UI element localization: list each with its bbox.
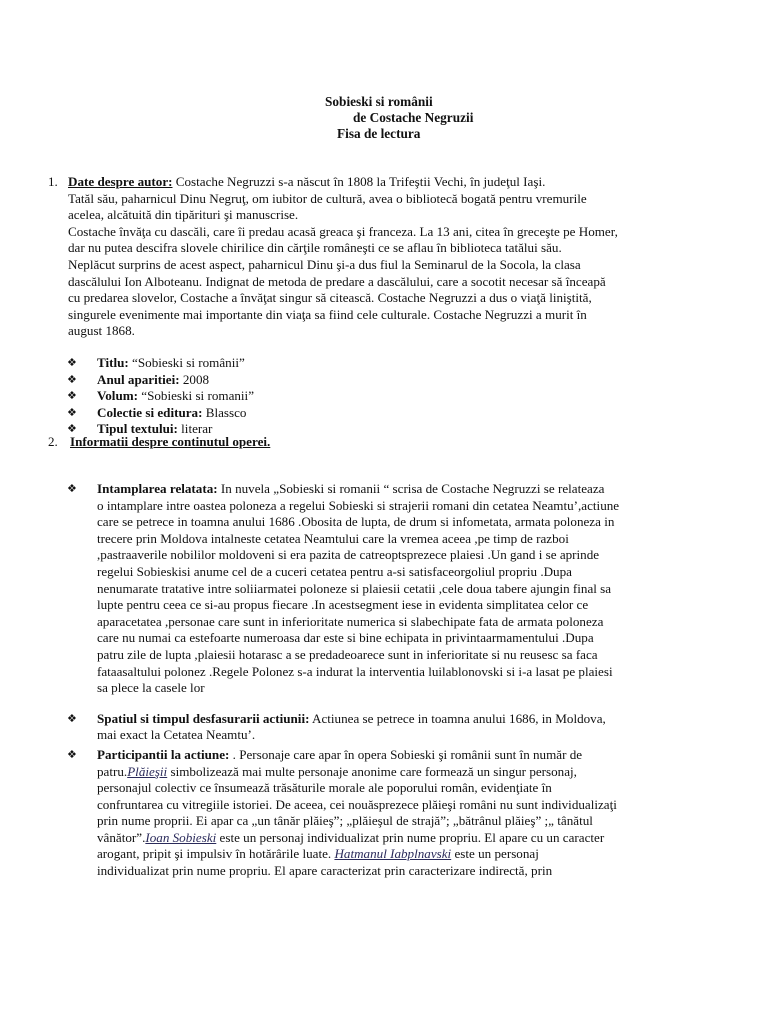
item-value: literar bbox=[177, 421, 213, 437]
section-number: 2. bbox=[48, 434, 58, 449]
item-value: Blassco bbox=[202, 404, 247, 420]
bibliography-list bbox=[67, 355, 707, 438]
paragraph-line: Actiunea se petrece in toamna anului 1686, in Moldova, bbox=[309, 710, 606, 726]
diamond-bullet-icon: ❖ bbox=[67, 372, 77, 386]
paragraph-line: Costache Negruzzi s-a născut în 1808 la Trifeştii Vechi, în judeţul Iaşi. bbox=[172, 174, 546, 189]
text-segment: simbolizează mai multe personaje anonime care formează un singur personaj, bbox=[167, 763, 577, 779]
text-segment: este un personaj bbox=[451, 846, 539, 862]
text-segment: vânător”. bbox=[97, 829, 146, 845]
paragraph-line bbox=[97, 830, 707, 847]
item-first-line bbox=[97, 481, 707, 498]
paragraph-line: dar nu putea descifra slovele chirilice din cărţile româneşti ce se aflau în biblioteca tatălui său. bbox=[68, 240, 562, 256]
item-label: Intamplarea relatata: bbox=[97, 481, 218, 496]
paragraph-line: prin nume proprii. Ei apar ca „un tânăr plăieş”; „plăieşul de strajă”; „bătrânul plăieş” ;„ tânătul bbox=[97, 813, 593, 829]
item-value: “Sobieski si românii” bbox=[128, 355, 245, 370]
paragraph-line: lupte pentru ceea ce si-au propus fiecare .In acestsegment iese in evidenta simplitatea celor ce bbox=[97, 597, 589, 613]
paragraph-line: patru zile de lupta ,plaiesii hotarasc a se predadeoarece sunt in inferioritate si nu reusesc sa faca bbox=[97, 646, 598, 662]
list-item-participants bbox=[67, 747, 707, 880]
diamond-bullet-icon: ❖ bbox=[67, 389, 77, 403]
paragraph-line: aparacetatea ,personae care sunt in inferioritate numerica si slabechipate fata de armata poloneza bbox=[97, 613, 604, 629]
paragraph-line: mai exact la Cetatea Neamtu’. bbox=[97, 727, 256, 743]
item-label: Colectie si editura: bbox=[97, 404, 203, 420]
list-item-space-time bbox=[67, 711, 707, 744]
paragraph-line: dascălului Ion Alboteanu. Indignat de metoda de predare a dascălului, care a socotit necesar să înceapă bbox=[68, 273, 606, 289]
section-heading: Informatii despre continutul operei. bbox=[70, 434, 271, 449]
section-number: 1. bbox=[48, 174, 58, 189]
paragraph-line: Costache învăţa cu dascăli, care îi predau acasă greaca şi franceza. La 13 ani, citea în greceşte pe Homer, bbox=[68, 223, 618, 239]
paragraph-line: cu predarea slovelor, Costache a învăţat singur să citească. Costache Negruzzi a dus o viaţă liniştită, bbox=[68, 290, 592, 306]
paragraph-line: Tatăl său, paharnicul Dinu Negruţ, om iubitor de cultură, avea o bibliotecă bogată pentru vremurile bbox=[68, 190, 587, 206]
text-segment: este un personaj individualizat prin nume propriu. El apare cu un caracter bbox=[216, 829, 605, 845]
item-label: Tipul textului: bbox=[97, 421, 178, 437]
hatmanul-link[interactable]: Hatmanul Iabplnavski bbox=[334, 846, 452, 862]
document-title: Sobieski si românii bbox=[325, 94, 433, 109]
item-label: Participantii la actiune: bbox=[97, 746, 230, 762]
paragraph-line: ,pastraaverile nobililor moldoveni si era pazita de catreoptsprezece plaiesi .Un gand i se aprinde bbox=[97, 547, 600, 563]
section-body bbox=[68, 174, 708, 340]
document-subtitle: Fisa de lectura bbox=[337, 126, 421, 141]
diamond-bullet-icon: ❖ bbox=[67, 422, 77, 436]
item-label: Spatiul si timpul desfasurarii actiunii: bbox=[97, 710, 310, 726]
list-item bbox=[67, 372, 707, 389]
item-label: Volum: bbox=[97, 388, 138, 404]
paragraph-line: nenumarate tratative intre soliiarmatei poloneze si plaiesii cetatii ,cele doua tabere ajungin final sa bbox=[97, 580, 612, 596]
ioan-sobieski-link[interactable]: Ioan Sobieski bbox=[145, 829, 217, 845]
paragraph-line: o intamplare intre oastea poloneza a regelui Sobieski si strajerii romani din cetatea Neamtu’,actiune bbox=[97, 497, 620, 513]
paragraph-line: august 1868. bbox=[68, 323, 135, 339]
item-value: 2008 bbox=[179, 371, 210, 387]
paragraph-line bbox=[97, 764, 707, 781]
paragraph-line: Neplăcut surprins de acest aspect, paharnicul Dinu şi-a dus fiul la Seminarul de la Socola, la clasa bbox=[68, 256, 581, 272]
paragraph-line: . Personaje care apar în opera Sobieski şi românii sunt în număr de bbox=[229, 746, 583, 762]
item-first-line bbox=[97, 747, 707, 764]
plaiesii-link[interactable]: Plăieşii bbox=[127, 763, 168, 779]
item-label: Titlu: bbox=[97, 355, 129, 370]
paragraph-line: acelea, alcătuită din tipărituri şi manuscrise. bbox=[68, 207, 299, 223]
diamond-bullet-icon: ❖ bbox=[67, 482, 77, 495]
item-value: “Sobieski si romanii” bbox=[138, 388, 255, 404]
text-segment: patru. bbox=[97, 763, 128, 779]
diamond-bullet-icon: ❖ bbox=[67, 747, 77, 761]
item-first-line bbox=[97, 711, 707, 728]
paragraph-line: personajul colectiv ce însumează trăsăturile morale ale poporului român, evidenţiate în bbox=[97, 780, 552, 796]
section-first-line bbox=[68, 174, 708, 191]
list-item bbox=[67, 388, 707, 405]
paragraph-line: regelui Sobieskisi anume cel de a cuceri cetatea pentru a-si satisfaceorgoliul propriu .Dupa bbox=[97, 563, 572, 579]
list-item-event bbox=[67, 481, 707, 697]
content-list bbox=[67, 481, 707, 880]
list-item bbox=[67, 405, 707, 422]
diamond-bullet-icon: ❖ bbox=[67, 711, 77, 725]
paragraph-line: trecere prin Moldova intalneste cetatea Neamtului care la vremea aceea ,pe timp de razboi bbox=[97, 530, 569, 546]
item-label: Anul aparitiei: bbox=[97, 371, 180, 387]
diamond-bullet-icon: ❖ bbox=[67, 356, 77, 369]
paragraph-line bbox=[97, 846, 707, 863]
paragraph-line: fataasaltului polonez .Regele Polonez s-a indurat la interventia luilablonovski si i-a lasat pe plaiesi bbox=[97, 663, 613, 679]
paragraph-line: In nuvela „Sobieski si romanii “ scrisa de Costache Negruzzi se relateaza bbox=[217, 481, 605, 496]
diamond-bullet-icon: ❖ bbox=[67, 405, 77, 419]
text-segment: arogant, pripit şi impulsiv în hotărârile luate. bbox=[97, 846, 335, 862]
paragraph-line: confruntarea cu vitregiile istoriei. De aceea, cei nouăsprezece plăieşi români nu sunt individualizaţi bbox=[97, 796, 617, 812]
paragraph-line: individualizat prin nume propriu. El apare caracterizat prin caracterizare indirectă, prin bbox=[97, 863, 553, 879]
paragraph-line: care se petrece in toamna anului 1686 .Obosita de lupta, de drum si infometata, armata poloneza in bbox=[97, 514, 615, 530]
paragraph-line: singurele evenimente mai importante din viaţa sa fiind cele culturale. Costache Negruzzi a murit în bbox=[68, 306, 587, 322]
list-item bbox=[67, 355, 707, 372]
section-heading: Date despre autor: bbox=[68, 174, 173, 189]
paragraph-line: sa plece la casele lor bbox=[97, 680, 205, 696]
paragraph-line: care nu numai ca estefoarte numeroasa dar este si bine echipata in privintaarmamentului .Dupa bbox=[97, 630, 594, 646]
document-author-line: de Costache Negruzii bbox=[353, 110, 474, 125]
